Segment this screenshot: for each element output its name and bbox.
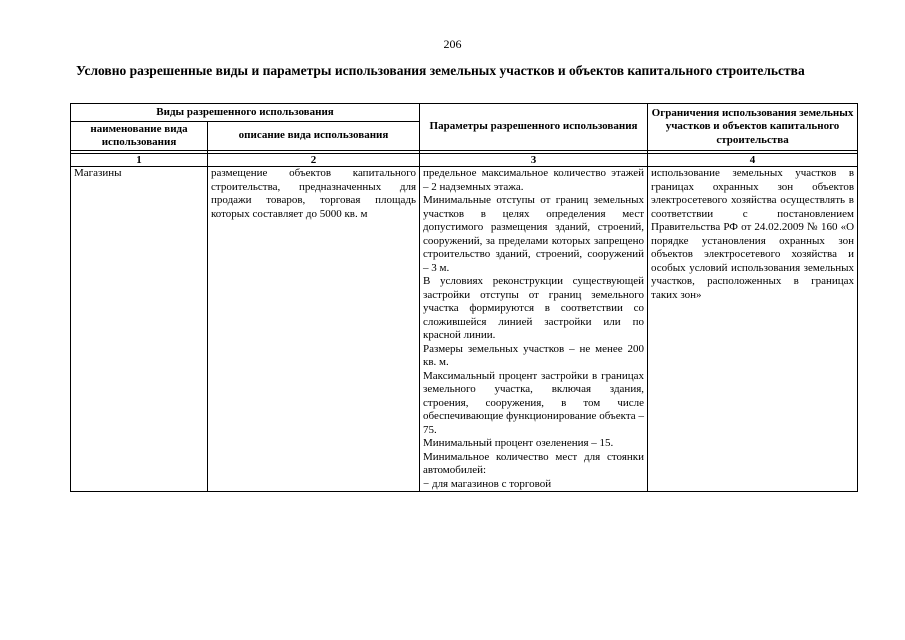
regulations-table <box>70 103 858 492</box>
parameter-line: предельное максимальное количество этажей – 2 надземных этажа. <box>423 167 645 193</box>
page-number: 206 <box>443 37 462 51</box>
parameter-line: Минимальное количество мест для стоянки автомобилей: <box>423 450 645 476</box>
column-number-row <box>71 154 858 167</box>
parameter-line: − для магазинов с торговой <box>423 477 552 490</box>
restrictions-cell: использование земельных участков в границах охранных зон объектов электросетевого хозяйства осуществлять в соответствии с постановлением Правительства РФ от 24.02.2009 № 160 «О порядке установления охранных зон объектов электросетевого хозяйства и особых условий использования земельных участков, расположенных в границах таких зон» <box>648 167 858 492</box>
header-parameters: Параметры разрешенного использования <box>420 104 648 151</box>
use-name-cell: Магазины <box>71 167 208 492</box>
header-use-name: наименование вида использования <box>71 122 208 151</box>
header-restrictions: Ограничения использования земельных участков и объектов капитального строительства <box>648 104 858 151</box>
parameter-line: Максимальный процент застройки в границах земельного участка, включая здания, строения, сооружения, в том числе обеспечивающие функционирование объекта – 75. <box>423 369 645 436</box>
column-number: 4 <box>648 154 858 167</box>
table-row <box>71 167 858 492</box>
column-number: 3 <box>420 154 648 167</box>
parameter-line: Минимальный процент озеленения – 15. <box>423 437 614 449</box>
column-number: 2 <box>208 154 420 167</box>
parameter-line: В условиях реконструкции существующей застройки отступы от границ земельного участка формируются в соответствии со сложившейся линией застройки или по красной линии. <box>423 275 645 341</box>
column-number: 1 <box>71 154 208 167</box>
parameter-line: Минимальные отступы от границ земельных участков в целях определения мест допустимого размещения зданий, строений, сооружений, за пределами которых запрещено строительство зданий, строений, сооружений – 3 м. <box>423 194 645 274</box>
parameters-cell <box>420 167 648 492</box>
parameter-line: Размеры земельных участков – не менее 200 кв. м. <box>423 342 645 368</box>
header-use-description: описание вида использования <box>208 122 420 151</box>
document-title: Условно разрешенные виды и параметры использования земельных участков и объектов капитального строительства <box>76 63 805 78</box>
use-description-cell: размещение объектов капитального строительства, предназначенных для продажи товаров, торговая площадь которых составляет до 5000 кв. м <box>208 167 420 492</box>
header-permitted-uses: Виды разрешенного использования <box>71 104 420 122</box>
